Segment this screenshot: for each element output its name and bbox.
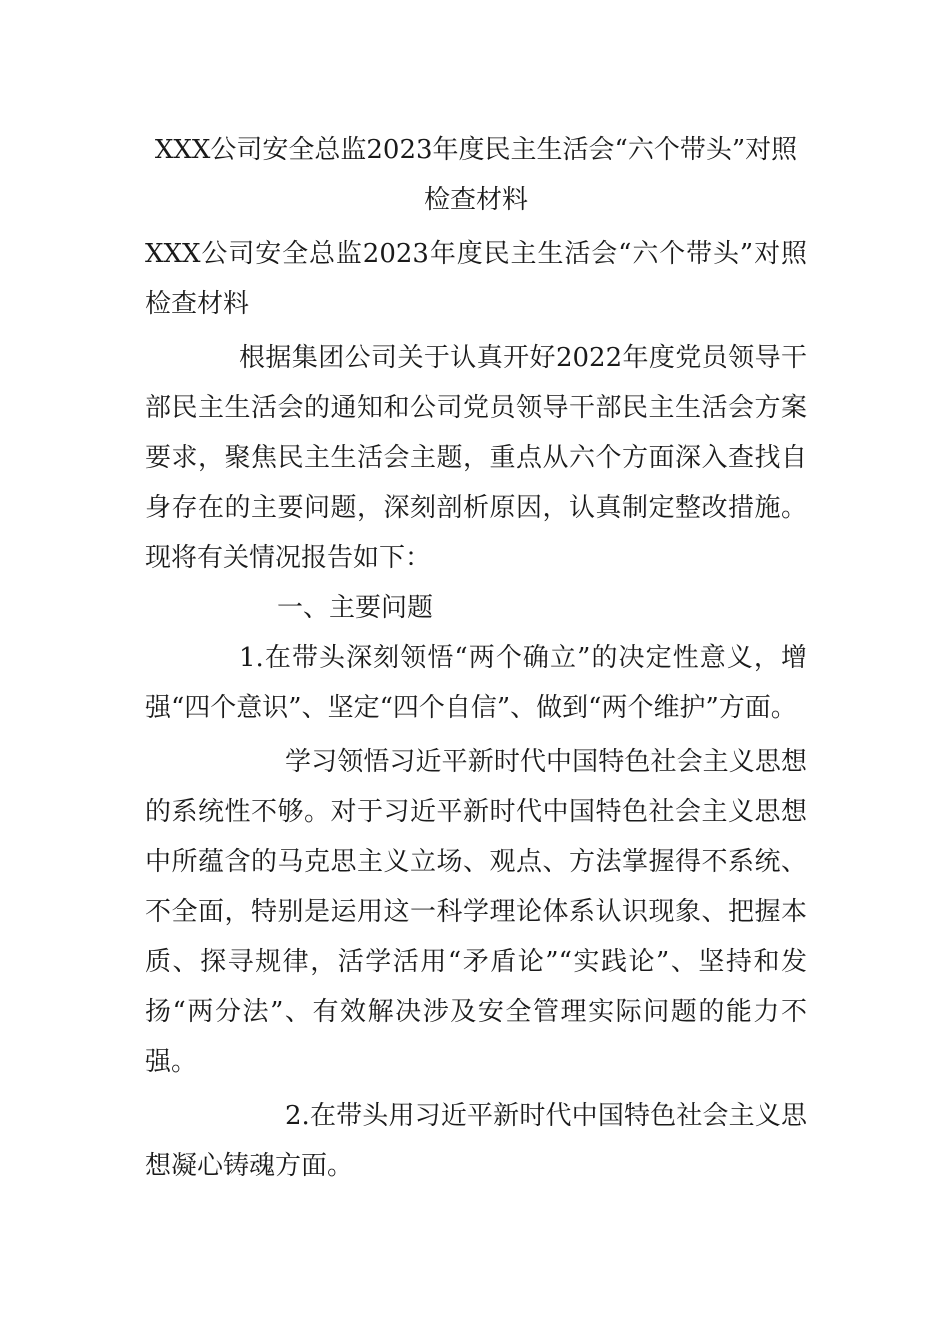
item-1-heading: 1.在带头深刻领悟“两个确立”的决定性意义，增强“四个意识”、坚定“四个自信”、做到“两个维护”方面。: [145, 643, 807, 723]
item-2-heading: 2.在带头用习近平新时代中国特色社会主义思想凝心铸魂方面。: [145, 1101, 807, 1181]
item-1-body: 学习领悟习近平新时代中国特色社会主义思想的系统性不够。对于习近平新时代中国特色社会主义思想中所蕴含的马克思主义立场、观点、方法掌握得不系统、不全面，特别是运用这一科学理论体系认识现象、把握本质、探寻规律，活学活用“矛盾论”“实践论”、坚持和发扬“两分法”、有效解决涉及安全管理实际问题的能力不强。: [145, 747, 807, 1077]
document-body: [145, 125, 807, 1191]
document-title: XXX公司安全总监2023年度民主生活会“六个带头”对照检查材料: [154, 135, 798, 215]
intro-paragraph: 根据集团公司关于认真开好2022年度党员领导干部民主生活会的通知和公司党员领导干部民主生活会方案要求，聚焦民主生活会主题，重点从六个方面深入查找自身存在的主要问题，深刻剖析原因，认真制定整改措施。现将有关情况报告如下：: [145, 343, 807, 573]
document-subtitle: XXX公司安全总监2023年度民主生活会“六个带头”对照检查材料: [145, 239, 807, 319]
section-heading: 一、主要问题: [277, 593, 434, 623]
